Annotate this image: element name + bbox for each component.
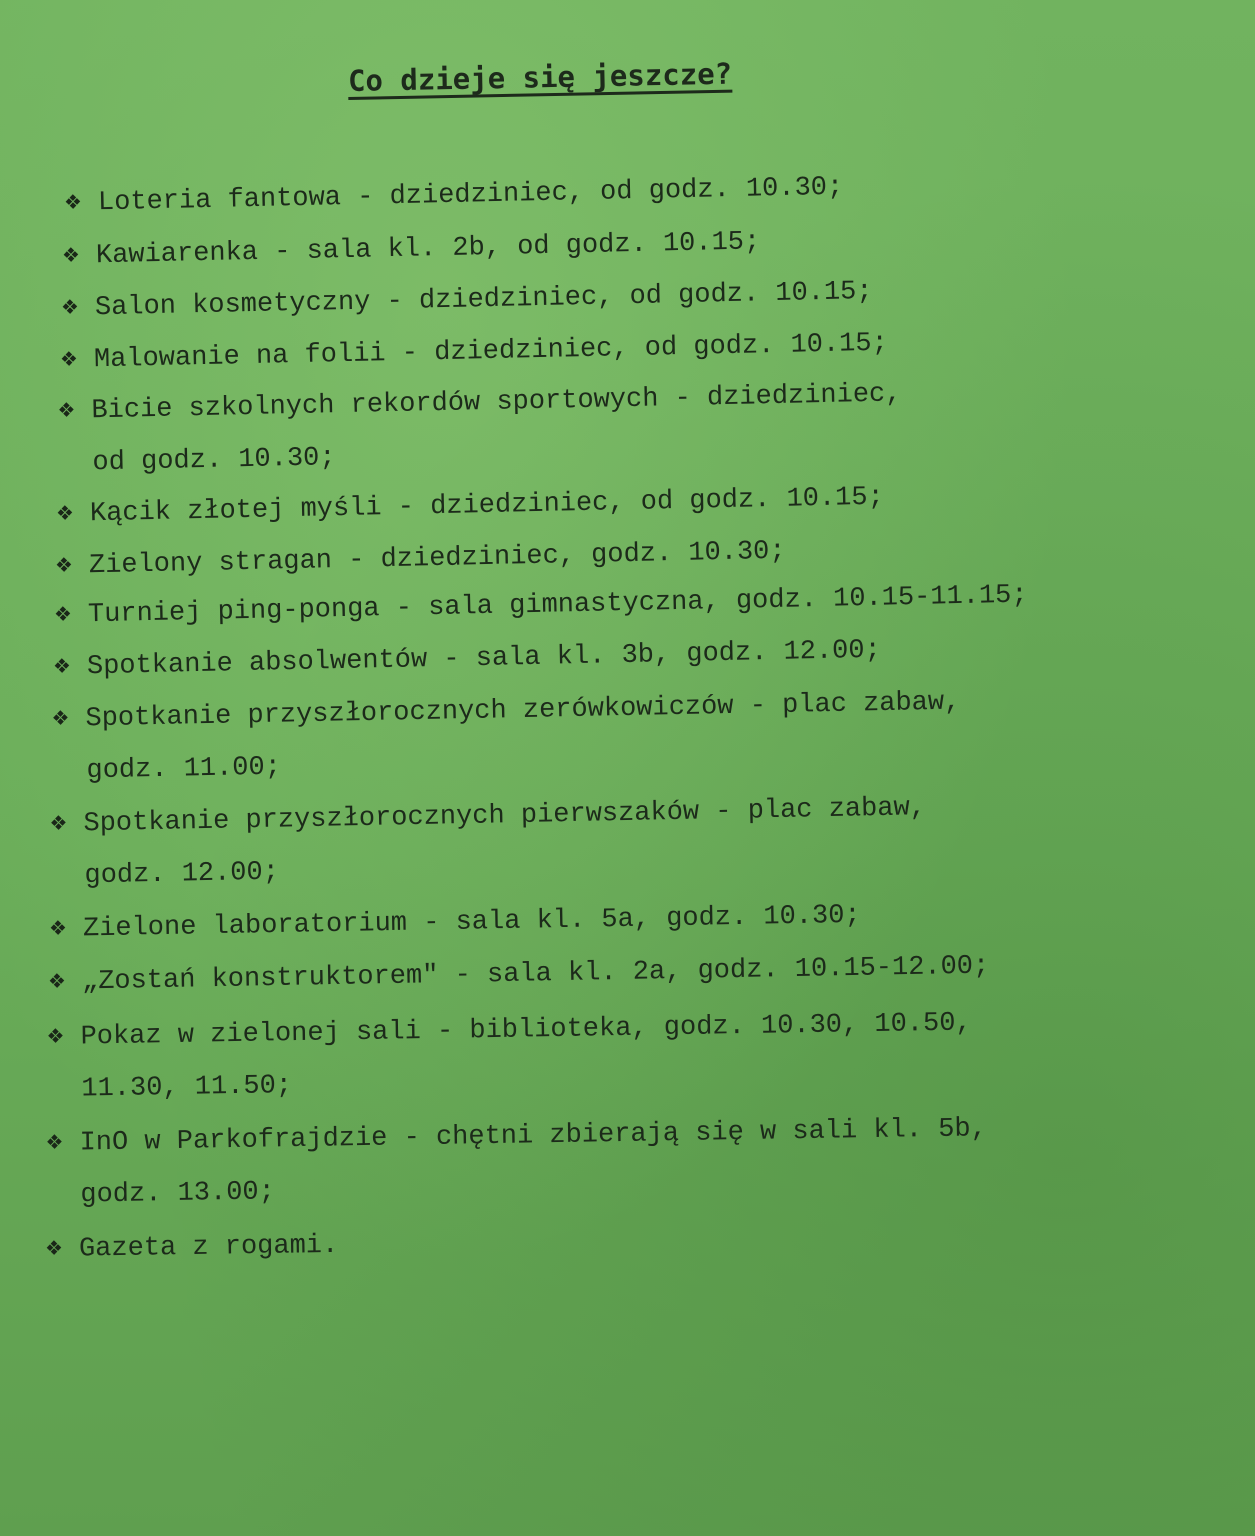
- list-item-text: Kącik złotej myśli - dziedziniec, od godz. 10.15;: [89, 482, 885, 530]
- list-item: [49, 780, 927, 903]
- four-diamond-bullet-icon: ❖: [46, 1023, 65, 1049]
- list-item-continuation: godz. 13.00;: [80, 1177, 276, 1211]
- list-item-continuation: godz. 11.00;: [86, 752, 282, 787]
- list-item-text: Salon kosmetyczny - dziedziniec, od godz. 10.15;: [94, 277, 873, 324]
- four-diamond-bullet-icon: ❖: [51, 705, 70, 731]
- list-item-text: InO w Parkofrajdzie - chętni zbierają się w sali kl. 5b,: [79, 1114, 988, 1159]
- list-item-text: Malowanie na folii - dziedziniec, od godz. 10.15;: [93, 328, 889, 376]
- list-item-text: Zielony stragan - dziedziniec, godz. 10.30;: [88, 536, 786, 582]
- four-diamond-bullet-icon: ❖: [47, 968, 67, 993]
- four-diamond-bullet-icon: ❖: [54, 552, 74, 577]
- list-item-text: „Zostań konstruktorem" - sala kl. 2a, godz. 10.15-12.00;: [81, 951, 990, 998]
- list-item-text: Zielone laboratorium - sala kl. 5a, godz. 10.30;: [82, 900, 861, 945]
- list-item: [45, 1218, 339, 1276]
- four-diamond-bullet-icon: ❖: [57, 397, 76, 423]
- four-diamond-bullet-icon: ❖: [48, 915, 68, 940]
- list-item-text: Turniej ping-ponga - sala gimnastyczna, godz. 10.15-11.15;: [87, 580, 1028, 631]
- list-item-continuation: godz. 12.00;: [84, 857, 280, 892]
- four-diamond-bullet-icon: ❖: [63, 189, 83, 214]
- list-item: [51, 675, 962, 798]
- list-item-text: Gazeta z rogami.: [78, 1230, 339, 1265]
- four-diamond-bullet-icon: ❖: [45, 1129, 64, 1155]
- four-diamond-bullet-icon: ❖: [49, 810, 68, 836]
- list-item-text: Spotkanie przyszłorocznych pierwszaków - plac zabaw,: [83, 793, 927, 840]
- list-item-continuation: od godz. 10.30;: [92, 443, 336, 479]
- list-item-continuation: 11.30, 11.50;: [81, 1071, 293, 1105]
- four-diamond-bullet-icon: ❖: [59, 346, 79, 371]
- four-diamond-bullet-icon: ❖: [60, 294, 80, 319]
- four-diamond-bullet-icon: ❖: [44, 1235, 64, 1260]
- four-diamond-bullet-icon: ❖: [53, 601, 73, 626]
- list-item-text: Spotkanie absolwentów - sala kl. 3b, godz. 12.00;: [86, 635, 882, 683]
- list-item-text: Bicie szkolnych rekordów sportowych - dziedziniec,: [91, 379, 902, 427]
- list-item-text: Loteria fantowa - dziedziniec, od godz. 10.30;: [97, 172, 844, 219]
- list-item-text: Kawiarenka - sala kl. 2b, od godz. 10.15;: [95, 227, 761, 272]
- list-item-text: Spotkanie przyszłorocznych zerówkowiczów - plac zabaw,: [85, 687, 961, 735]
- page-title: Co dzieje się jeszcze?: [347, 56, 733, 98]
- list-item: [46, 995, 973, 1116]
- list-item: [45, 1101, 988, 1222]
- list-item-text: Pokaz w zielonej sali - biblioteka, godz. 10.30, 10.50,: [80, 1008, 972, 1053]
- four-diamond-bullet-icon: ❖: [61, 242, 81, 267]
- four-diamond-bullet-icon: ❖: [52, 653, 72, 678]
- four-diamond-bullet-icon: ❖: [55, 500, 75, 525]
